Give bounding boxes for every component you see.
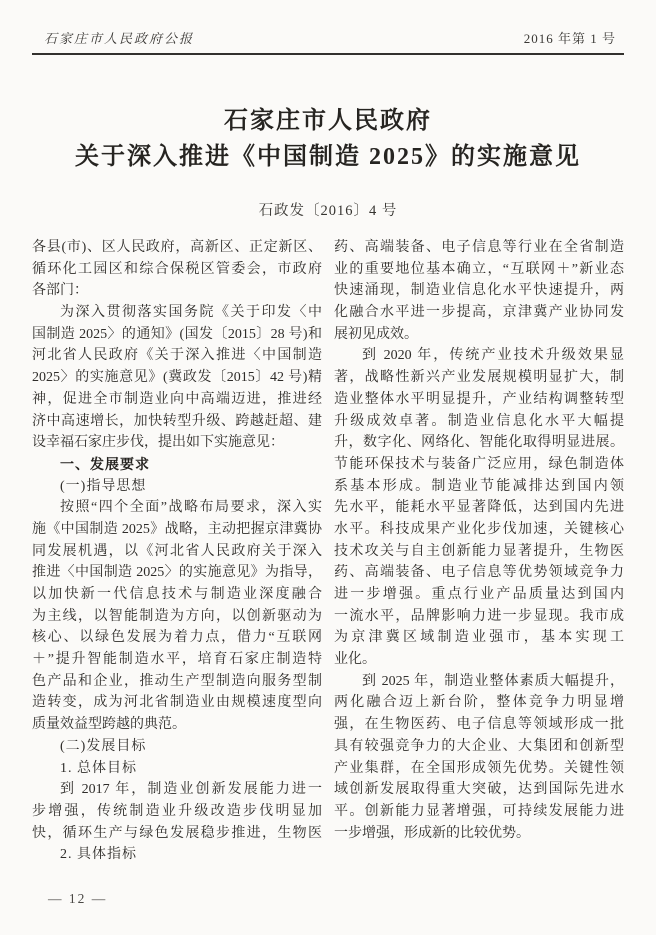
document-title-line1: 石家庄市人民政府: [224, 108, 432, 134]
document-title: [32, 103, 624, 175]
text-line: 色产品和企业，推动生产型制造向服务型制: [32, 673, 322, 689]
text-line: 循环化工园区和综合保税区管委会，市政府: [32, 261, 322, 277]
text-line: 药、高端装备、电子信息等行业在全省制造: [334, 240, 624, 255]
text-line: 各县(市)、区人民政府，高新区、正定新区、: [32, 240, 322, 255]
text-line: 著，战略性新兴产业发展规模明显扩大，制: [334, 370, 624, 386]
text-line: 为深入贯彻落实国务院《关于印发〈中: [60, 305, 322, 321]
document-number: 石政发〔2016〕4 号: [258, 203, 398, 219]
text-line: ＋”提升智能制造水平，培育石家庄制造特: [32, 652, 322, 668]
text-line: 按照“四个全面”战略布局要求，深入实: [60, 500, 322, 516]
page-number: — 12 —: [48, 891, 108, 906]
text-line: 神，促进全市制造业向中高端迈进，推进经: [32, 391, 322, 407]
text-line: 各部门：: [32, 283, 88, 299]
text-line: 步增强，传统制造业升级改造步伐明显加: [32, 803, 322, 819]
text-line: 质量效益型跨越的典范。: [32, 717, 186, 733]
text-line: 河北省人民政府《关于深入推进〈中国制造: [32, 348, 322, 364]
text-line: 快，循环生产与绿色发展稳步推进，生物医: [32, 825, 322, 841]
text-line: 一流水平，品牌影响力进一步显现。我市成: [334, 608, 624, 624]
text-line: 具有较强竞争力的大企业、大集团和创新型: [334, 738, 624, 754]
text-line: 平。创新能力显著增强，可持续发展能力进: [334, 803, 624, 819]
gazette-name: 石家庄市人民政府公报: [44, 31, 195, 46]
text-line: 域创新发展取得重大突破，达到国际先进水: [334, 782, 624, 798]
left-column: [32, 237, 322, 866]
document-title-line2: 关于深入推进《中国制造 2025》的实施意见: [75, 144, 581, 170]
text-line: 两化融合迈上新台阶，整体竞争力明显增: [334, 695, 624, 711]
text-line: 进一步增强。重点行业产品质量达到国内: [334, 587, 624, 602]
section-heading: 2. 具体指标: [60, 847, 137, 863]
text-line: 设幸福石家庄步伐，提出如下实施意见：: [32, 435, 284, 451]
text-line: 系基本形成。制造业节能减排达到国内领: [334, 478, 624, 494]
text-line: 产业集群，在全国形成领先优势。关键性领: [334, 760, 624, 776]
text-line: 同发展机遇，以《河北省人民政府关于深入: [32, 543, 322, 559]
text-line: 为主线，以智能制造为方向，以创新驱动为: [32, 608, 322, 624]
text-line: 升级成效卓著。制造业信息化水平大幅提: [334, 413, 624, 429]
text-line: 节能环保技术与装备广泛应用，绿色制造体: [334, 456, 624, 472]
text-line: 到 2020 年，传统产业技术升级效果显: [362, 348, 624, 364]
section-heading: (二)发展目标: [60, 738, 147, 754]
text-line: 以加快新一代信息技术与制造业深度融合: [32, 587, 322, 602]
body-columns: [32, 237, 624, 866]
text-line: 推进〈中国制造 2025〉的实施意见》为指导，: [32, 565, 322, 581]
text-line: 化融合水平进一步提高，京津冀产业协同发: [334, 305, 624, 321]
text-line: 到 2017 年，制造业创新发展能力进一: [60, 782, 322, 798]
text-line: 展初见成效。: [334, 326, 418, 342]
text-line: 造转变，成为河北省制造业由规模速度型向: [32, 695, 322, 711]
text-line: 快速涌现，制造业信息化水平快速提升，两: [334, 283, 624, 299]
text-line: 药、高端装备、电子信息等优势领域竞争力: [334, 565, 624, 581]
text-line: 业的重要地位基本确立，“互联网＋”新业态: [334, 261, 624, 277]
text-line: 国制造 2025〉的通知》(国发〔2015〕28 号)和: [32, 326, 322, 342]
text-line: 升，数字化、网络化、智能化取得明显进展。: [334, 435, 624, 451]
right-column: [334, 237, 624, 866]
text-line: 为京津冀区域制造业强市，基本实现工: [334, 630, 624, 646]
issue-number: 2016 年第 1 号: [523, 31, 616, 46]
text-line: 业化。: [334, 652, 376, 668]
text-line: 水平。科技成果产业化步伐加速，关键核心: [334, 521, 624, 537]
text-line: 到 2025 年，制造业整体素质大幅提升，: [362, 673, 624, 689]
section-heading: 1. 总体目标: [60, 760, 137, 776]
text-line: 造业整体水平明显提升，产业结构调整转型: [334, 391, 624, 407]
text-line: 一步增强，形成新的比较优势。: [334, 825, 530, 841]
section-heading: 一、发展要求: [60, 455, 150, 472]
text-line: 2025〉的实施意见》(冀政发〔2015〕42 号)精: [32, 370, 322, 386]
text-line: 强，在生物医药、电子信息等领域形成一批: [334, 717, 624, 733]
text-line: 核心、以绿色发展为着力点，借力“互联网: [32, 630, 322, 646]
text-line: 济中高速增长，加快转型升级、跨越赶超、建: [32, 413, 322, 429]
text-line: 施《中国制造 2025》战略，主动把握京津冀协: [32, 521, 322, 537]
text-line: 先水平，能耗水平显著降低，达到国内先进: [334, 500, 624, 516]
running-header: [32, 0, 624, 55]
section-heading: (一)指导思想: [60, 478, 147, 494]
text-line: 技术攻关与自主创新能力显著提升，生物医: [334, 543, 624, 559]
